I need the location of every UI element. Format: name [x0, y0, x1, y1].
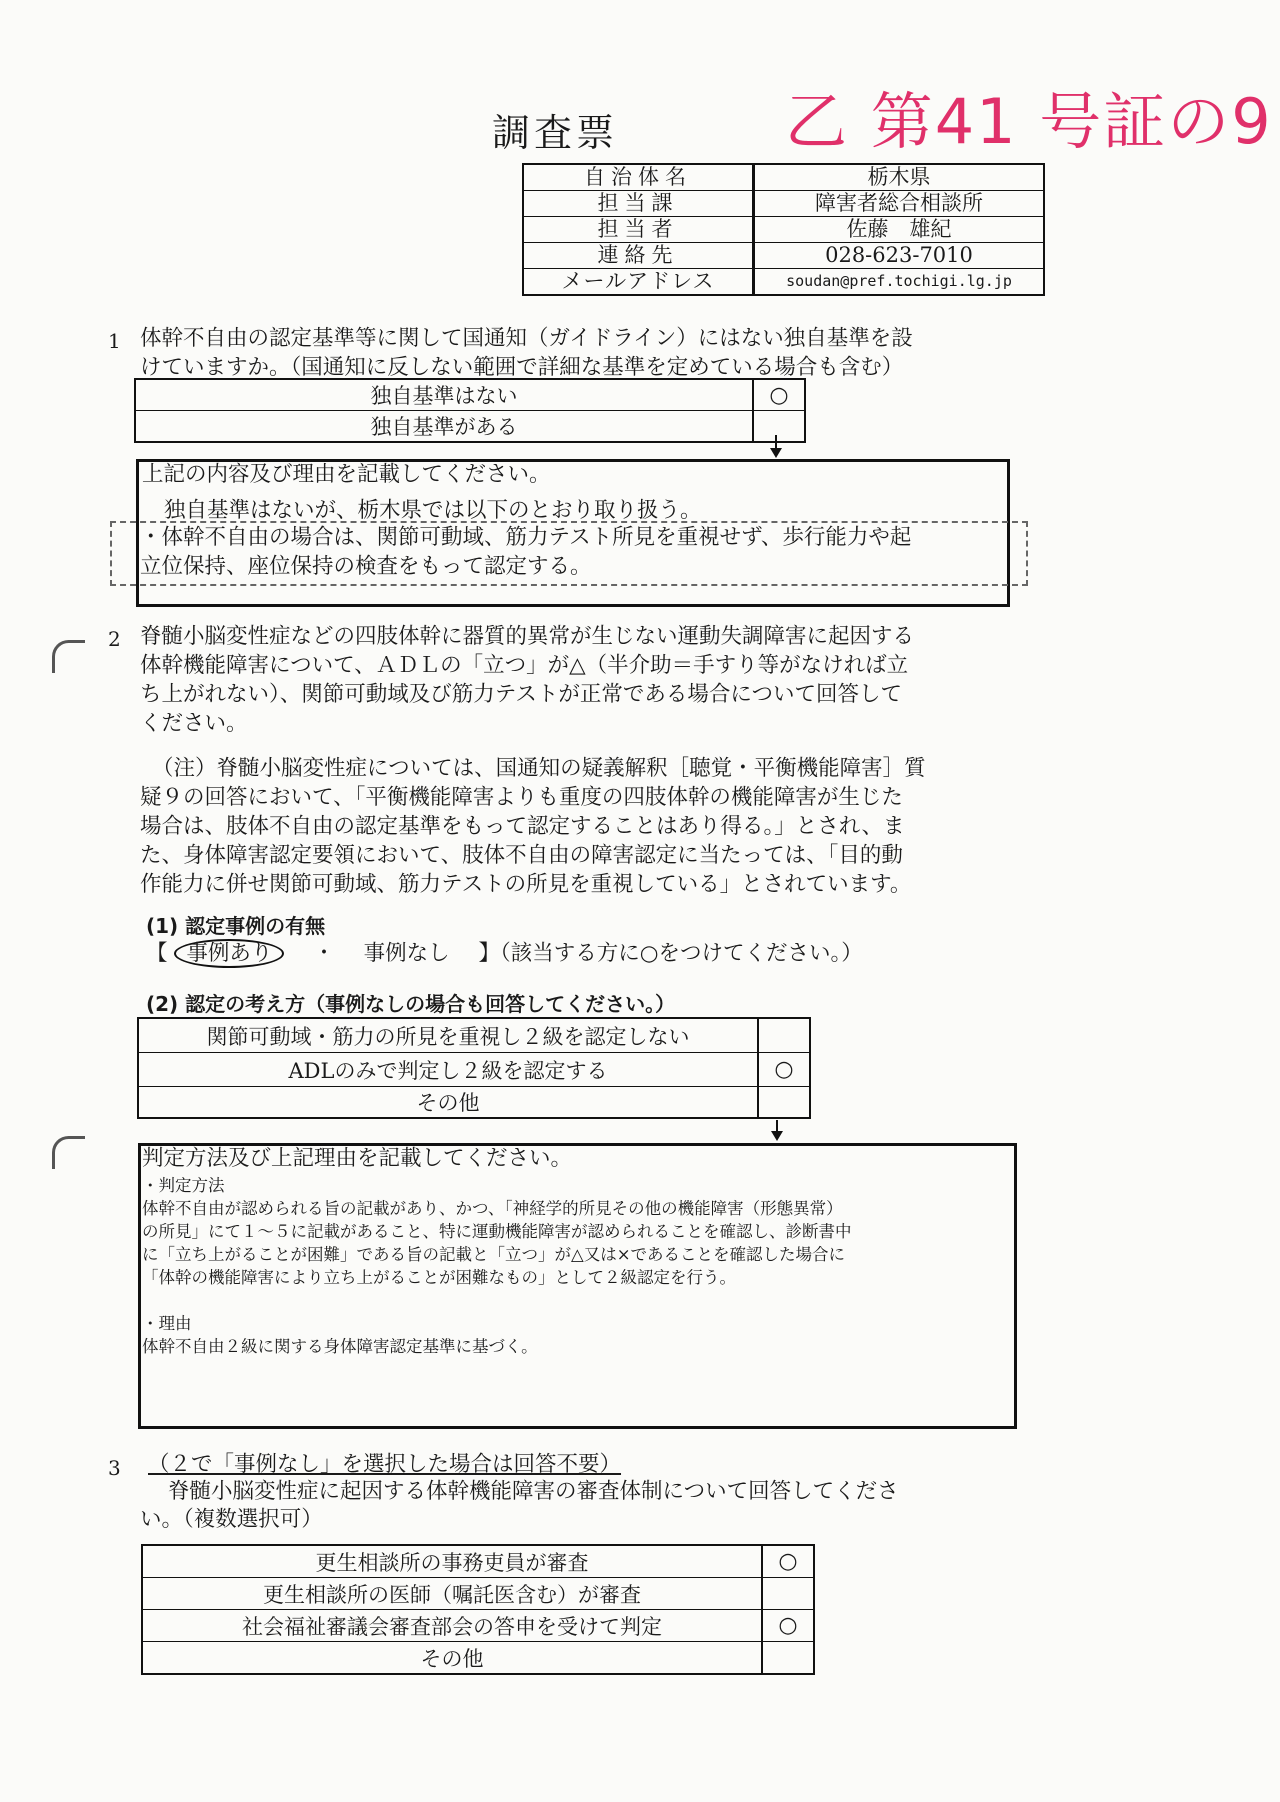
exhibit-stamp: 乙 第41 号証の9: [785, 85, 1273, 158]
question-1-answer-line: ・体幹不自由の場合は、関節可動域、筋力テスト所見を重視せず、歩行能力や起: [140, 525, 912, 550]
question-3-line: 脊髄小脳変性症に起因する体幹機能障害の審査体制について回答してくださ: [168, 1479, 899, 1504]
option-row[interactable]: [138, 1018, 810, 1053]
note-line: た、身体障害認定要領において、肢体不自由の障害認定に当たっては、「目的動: [140, 843, 903, 868]
info-key: 担当者: [523, 217, 754, 243]
flow-arrow-head: [771, 1131, 783, 1141]
option-label: 社会福祉審議会審査部会の答申を受けて判定: [142, 1610, 762, 1642]
choice-instruction: 】（該当する方に○をつけてください。）: [478, 941, 863, 966]
question-3-line: い。（複数選択可）: [140, 1507, 323, 1532]
question-1-line: けていますか。（国通知に反しない範囲で詳細な基準を定めている場合も含む）: [140, 355, 904, 380]
option-row[interactable]: [142, 1578, 814, 1610]
option-label: 独自基準がある: [135, 411, 753, 443]
question-2-line: 脊髄小脳変性症などの四肢体幹に器質的異常が生じない運動失調障害に起因する: [140, 624, 915, 649]
question-2-answer-body: [142, 1174, 852, 1358]
answer-heading: ・理由: [142, 1314, 192, 1333]
question-1-answer-prompt: 上記の内容及び理由を記載してください。: [142, 462, 551, 487]
punch-hole-mark: [52, 1136, 85, 1169]
question-3-number: 3: [108, 1456, 121, 1480]
option-label: 独自基準はない: [135, 379, 753, 411]
info-key: 自治体名: [523, 164, 754, 191]
option-mark[interactable]: [753, 411, 805, 443]
question-1-line: 体幹不自由の認定基準等に関して国通知（ガイドライン）にはない独自基準を設: [140, 326, 913, 351]
question-2-note: [140, 754, 926, 899]
subquestion-1-choice: [146, 939, 863, 968]
question-2-line: 体幹機能障害について、ＡＤＬの「立つ」が△（半介助＝手すり等がなければ立: [140, 653, 909, 678]
option-label: その他: [138, 1087, 758, 1119]
question-1-options: [134, 378, 806, 443]
question-1-text: [140, 324, 913, 382]
note-line: （注）脊髄小脳変性症については、国通知の疑義解釈［聴覚・平衡機能障害］質: [152, 756, 926, 781]
subquestion-2-title: (2) 認定の考え方（事例なしの場合も回答してください。）: [146, 992, 676, 1016]
option-mark[interactable]: ○: [753, 379, 805, 411]
question-1-number: 1: [108, 329, 121, 353]
question-2-options: [137, 1017, 811, 1119]
answer-line: の所見」にて１～５に記載があること、特に運動機能障害が認められることを確認し、診断書中: [142, 1222, 852, 1241]
option-row[interactable]: [138, 1087, 810, 1119]
question-2-answer-prompt: 判定方法及び上記理由を記載してください。: [142, 1146, 573, 1171]
respondent-info-table: [522, 163, 1045, 296]
question-2-line: ください。: [140, 711, 248, 736]
subquestion-1-title: (1) 認定事例の有無: [146, 914, 326, 938]
info-row: [523, 164, 1044, 191]
question-2-text: [140, 622, 914, 738]
option-label: 関節可動域・筋力の所見を重視し２級を認定しない: [138, 1018, 758, 1053]
option-row[interactable]: [142, 1545, 814, 1578]
bracket-open: 【: [146, 941, 168, 966]
answer-line: に「立ち上がることが困難」である旨の記載と「立つ」が△又は×であることを確認した場合に: [142, 1245, 846, 1264]
question-2-number: 2: [108, 627, 121, 651]
question-2-line: ち上がれない）、関節可動域及び筋力テストが正常である場合について回答して: [140, 682, 902, 707]
info-row: [523, 217, 1044, 243]
note-line: 疑９の回答において、「平衡機能障害よりも重度の四肢体幹の機能障害が生じた: [140, 785, 903, 810]
info-value: 佐藤 雄紀: [754, 217, 1045, 243]
choice-case-no[interactable]: 事例なし: [363, 941, 450, 966]
question-3-condition: （２で「事例なし」を選択した場合は回答不要）: [148, 1452, 622, 1477]
option-mark[interactable]: ○: [762, 1610, 814, 1642]
flow-arrow-line: [775, 435, 777, 449]
option-mark[interactable]: [762, 1578, 814, 1610]
choice-case-yes-circled[interactable]: 事例あり: [174, 939, 284, 968]
question-3-options: [141, 1544, 815, 1675]
option-label: 更生相談所の医師（嘱託医含む）が審査: [142, 1578, 762, 1610]
option-mark[interactable]: [762, 1642, 814, 1675]
info-key: メールアドレス: [523, 269, 754, 296]
note-line: 場合は、肢体不自由の認定基準をもって認定することはあり得る。」とされ、ま: [140, 814, 905, 839]
answer-line: 「体幹の機能障害により立ち上がることが困難なもの」として２級認定を行う。: [142, 1268, 736, 1287]
choice-separator: ・: [313, 941, 335, 966]
info-row: [523, 243, 1044, 269]
answer-line: 体幹不自由が認められる旨の記載があり、かつ、「神経学的所見その他の機能障害（形態異常）: [142, 1199, 843, 1218]
info-value: 栃木県: [754, 164, 1045, 191]
info-row: [523, 191, 1044, 217]
info-value: 障害者総合相談所: [754, 191, 1045, 217]
option-row[interactable]: [135, 379, 805, 411]
option-mark[interactable]: [758, 1018, 810, 1053]
option-label: その他: [142, 1642, 762, 1675]
info-key: 連絡先: [523, 243, 754, 269]
option-row[interactable]: [135, 411, 805, 443]
question-1-answer-line: 独自基準はないが、栃木県では以下のとおり取り扱う。: [164, 498, 702, 523]
option-row[interactable]: [142, 1642, 814, 1675]
info-key: 担当課: [523, 191, 754, 217]
flow-arrow-head: [770, 448, 782, 458]
option-mark[interactable]: ○: [758, 1053, 810, 1087]
option-row[interactable]: [142, 1610, 814, 1642]
info-row: [523, 269, 1044, 296]
question-1-answer-line: 立位保持、座位保持の検査をもって認定する。: [140, 554, 592, 579]
option-mark[interactable]: [758, 1087, 810, 1119]
page-title: 調査票: [492, 111, 619, 155]
option-row[interactable]: [138, 1053, 810, 1087]
answer-heading: ・判定方法: [142, 1176, 225, 1195]
info-value: 028-623-7010: [754, 243, 1045, 269]
note-line: 作能力に併せ関節可動域、筋力テストの所見を重視している」とされています。: [140, 872, 912, 897]
option-mark[interactable]: ○: [762, 1545, 814, 1578]
option-label: 更生相談所の事務吏員が審査: [142, 1545, 762, 1578]
option-label: ADLのみで判定し２級を認定する: [138, 1053, 758, 1087]
answer-line: 体幹不自由２級に関する身体障害認定基準に基づく。: [142, 1337, 538, 1356]
punch-hole-mark: [52, 640, 85, 673]
info-value-email: soudan@pref.tochigi.lg.jp: [754, 269, 1045, 296]
